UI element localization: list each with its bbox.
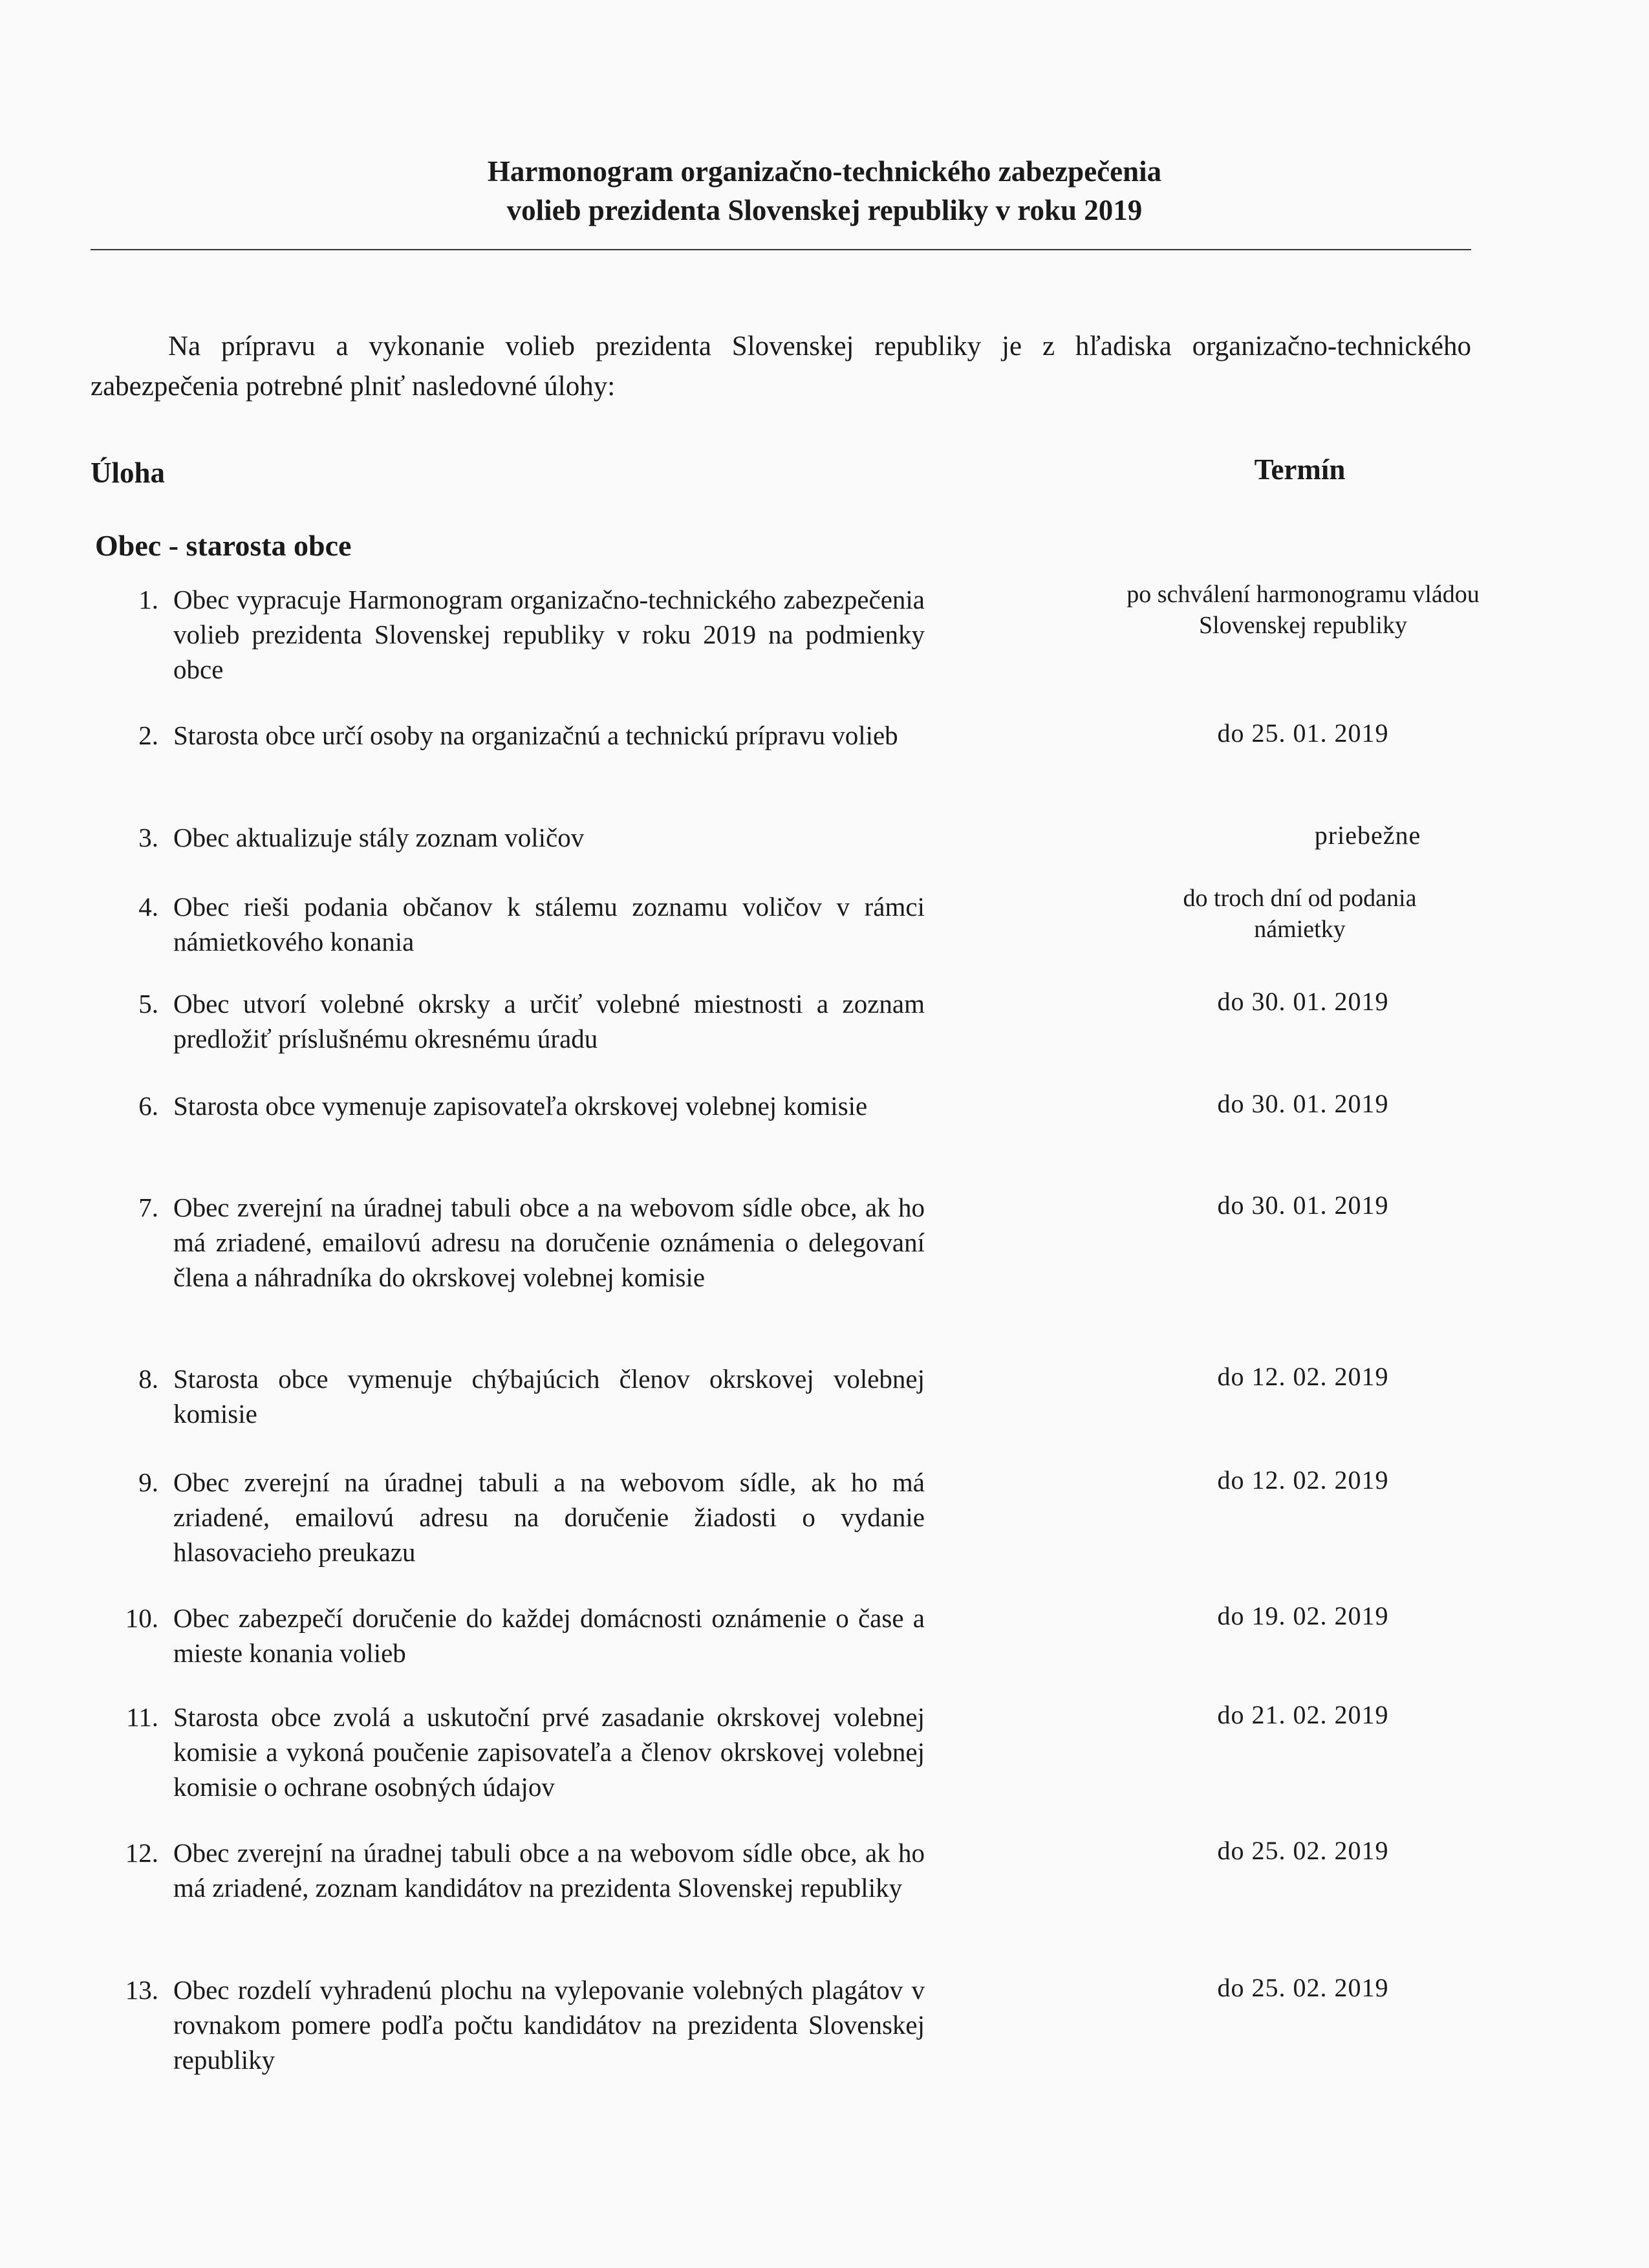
task-description: Obec zverejní na úradnej tabuli obce a na webovom sídle obce, ak ho má zriadené, zoznam kandidátov na prezidenta Slovenskej republiky [173,1838,925,1903]
title-line-2: volieb prezidenta Slovenskej republiky v roku 2019 [506,194,1143,226]
task-number: 11. [126,1702,158,1732]
column-header-term: Termín [1254,453,1346,486]
task-number: 5. [138,989,158,1019]
task-description: Obec zverejní na úradnej tabuli a na webovom sídle, ak ho má zriadené, emailovú adresu na doručenie žiadosti o vydanie hlasovacieho preukazu [173,1467,925,1567]
task-number: 9. [138,1467,158,1497]
task-number: 6. [138,1091,158,1121]
task-term: priebežne [1314,821,1421,850]
intro-paragraph: Na prípravu a vykonanie volieb prezidenta Slovenskej republiky je z hľadiska organizačno-technického zabezpečenia potrebné plniť nasledovné úlohy: [91,331,1471,402]
task-term: do 21. 02. 2019 [1217,1700,1389,1729]
task-term: do 25. 02. 2019 [1217,1836,1389,1865]
task-description: Starosta obce zvolá a uskutoční prvé zasadanie okrskovej volebnej komisie a vykoná poučenie zapisovateľa a členov okrskovej volebnej komisie o ochrane osobných údajov [173,1702,925,1802]
document-title [0,152,1649,230]
task-term: do 12. 02. 2019 [1217,1465,1389,1495]
task-term: do 25. 01. 2019 [1217,718,1389,748]
column-header-task: Úloha [91,457,166,489]
task-description: Obec utvorí volebné okrsky a určiť volebné miestnosti a zoznam predložiť príslušnému okresnému úradu [173,989,925,1053]
section-title: Obec - starosta obce [95,529,352,562]
task-term: po schválení harmonogramu vládou Slovenskej republiky [1126,581,1480,639]
task-number: 8. [138,1364,158,1394]
task-number: 13. [125,1975,158,2005]
task-term: do 19. 02. 2019 [1217,1601,1389,1630]
task-description: Starosta obce vymenuje chýbajúcich členov okrskovej volebnej komisie [173,1364,925,1429]
task-number: 12. [125,1838,158,1868]
task-term: do 30. 01. 2019 [1217,1089,1389,1118]
task-description: Obec zabezpečí doručenie do každej domácnosti oznámenie o čase a mieste konania volieb [173,1603,925,1668]
task-number: 1. [138,585,158,614]
task-description: Starosta obce určí osoby na organizačnú a technickú prípravu volieb [173,720,898,750]
task-number: 7. [138,1193,158,1222]
task-number: 3. [138,823,158,852]
task-description: Obec vypracuje Harmonogram organizačno-technického zabezpečenia volieb prezidenta Slovenskej republiky v roku 2019 na podmienky obce [173,585,925,684]
task-term: do troch dní od podania námietky [1183,885,1417,943]
title-line-1: Harmonogram organizačno-technického zabezpečenia [487,155,1162,188]
task-description: Obec aktualizuje stály zoznam voličov [173,823,585,852]
task-description: Obec zverejní na úradnej tabuli obce a na webovom sídle obce, ak ho má zriadené, emailovú adresu na doručenie oznámenia o delegovaní člena a náhradníka do okrskovej volebnej komisie [173,1193,925,1292]
task-description: Obec rozdelí vyhradenú plochu na vylepovanie volebných plagátov v rovnakom pomere podľa počtu kandidátov na prezidenta Slovenskej republiky [173,1975,925,2075]
task-description: Obec rieši podania občanov k stálemu zoznamu voličov v rámci námietkového konania [173,892,925,956]
task-term: do 12. 02. 2019 [1217,1362,1389,1391]
task-description: Starosta obce vymenuje zapisovateľa okrskovej volebnej komisie [173,1091,868,1121]
task-number: 4. [138,892,158,922]
task-term: do 25. 02. 2019 [1217,1973,1389,2002]
task-number: 10. [125,1603,158,1633]
task-term: do 30. 01. 2019 [1217,987,1389,1016]
title-divider [91,249,1471,250]
task-term: do 30. 01. 2019 [1217,1191,1389,1220]
task-number: 2. [138,720,158,750]
